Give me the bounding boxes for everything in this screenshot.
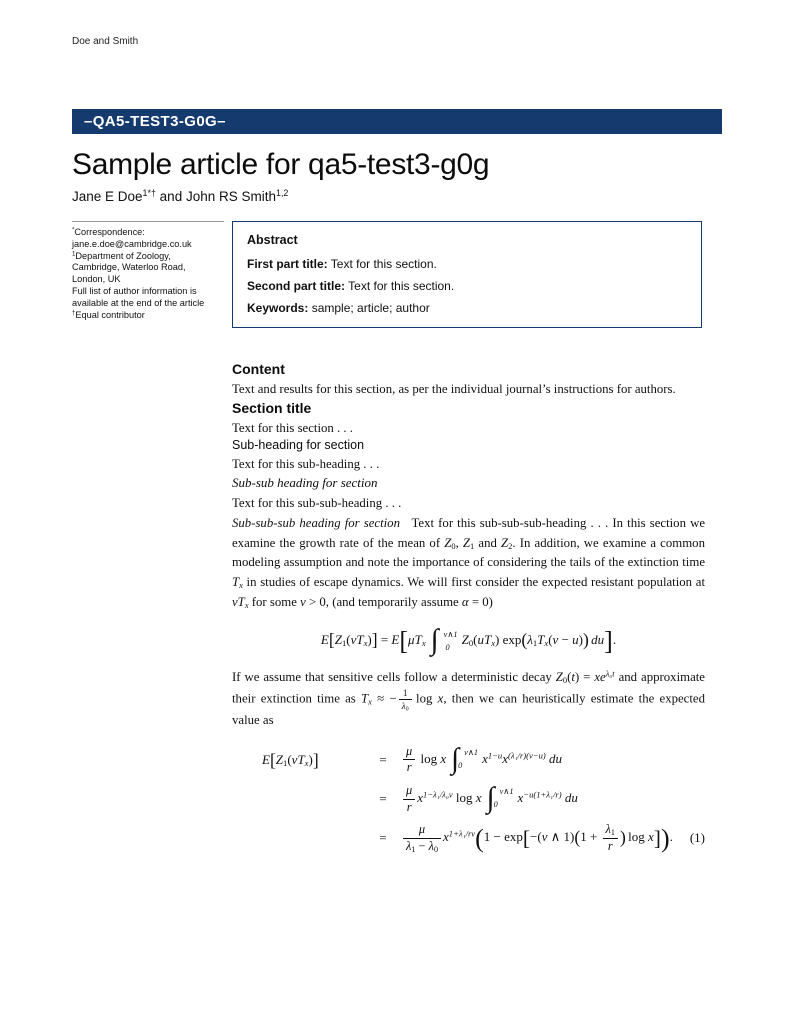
equation-row xyxy=(232,823,705,853)
abstract-row xyxy=(247,279,687,293)
author-info-note: available at the end of the article xyxy=(72,297,205,308)
keywords-row xyxy=(247,301,687,315)
abstract-row-text: Text for this section. xyxy=(348,279,455,293)
content-paragraph: Text and results for this section, as per the individual journal’s instructions for authors. xyxy=(232,382,676,396)
main-column xyxy=(232,361,705,853)
category-banner: –QA5-TEST3-G0G– xyxy=(72,109,722,134)
equation-rhs: $\frac{\mu}{r}$ log x ∫ v∧1 0 $x^{1-u}x^{(\lambda_1/r)(v-u)}$ du xyxy=(401,745,699,775)
equals-sign: = xyxy=(379,830,387,846)
article-title: Sample article for qa5-test3-g0g xyxy=(72,148,490,181)
subsection-text: Text for this sub-heading . . . xyxy=(232,457,380,472)
subsubsection-text: Text for this sub-sub-heading . . . xyxy=(232,496,402,511)
correspondence-email: jane.e.doe@cambridge.co.uk xyxy=(72,238,192,249)
author-info-note: Full list of author information is xyxy=(72,285,197,296)
section-heading: Section title xyxy=(232,399,312,416)
front-matter xyxy=(72,221,722,328)
equation-rhs: $\frac{\mu}{\lambda 1 - \lambda 0}$ $x^{1+\lambda_1/rv}(1 - \exp[-(v$ ∧ 1)(1 + $\frac{\lambda 1}{r}$ ) log x]). xyxy=(401,823,684,853)
abstract-row-label: Second part title: xyxy=(247,279,346,293)
content-heading: Content xyxy=(232,361,285,377)
equal-contributor-note: †Equal contributor xyxy=(72,309,145,320)
author-line: Jane E Doe$^{1*\dagger}$ and John RS Smith$^{1,2}$ xyxy=(72,188,289,204)
correspondence-line: *Correspondence: xyxy=(72,227,145,237)
equals-sign: = xyxy=(379,751,387,767)
affiliation-line: London, UK xyxy=(72,274,121,285)
equation-row xyxy=(232,742,705,775)
abstract-heading: Abstract xyxy=(247,233,298,247)
keywords-label: Keywords: xyxy=(247,301,309,315)
affiliation-line: $^1$Department of Zoology, xyxy=(72,250,171,261)
display-equation: E[Z1(vTx)] = E[μTx ∫ v∧1 0 Z0(uTx) exp(λ1Tx(v − u)) du]. xyxy=(320,624,617,657)
keywords-text: sample; article; author xyxy=(311,301,430,315)
equation-align-block xyxy=(232,742,705,854)
body-paragraph: If we assume that sensitive cells follow a deterministic decay $Z0(t) = xe^{\lambda_0t}$ and approximate their extinction time as Tx ≈ − $\frac{1}{\lambda 0}$ log x, then we can heuristically estimate the expected value as xyxy=(232,668,705,728)
abstract-box xyxy=(232,221,702,328)
section-text: Text for this section . . . xyxy=(232,420,354,435)
body-paragraph: Sub-sub-sub heading for section Text for this sub-sub-sub-heading . . . In this section we examine the growth rate of the mean of Z0, Z1 and Z2. In addition, we examine a common modeling assumption and note the importance of considering the tails of the extinction time Tx in studies of escape dynamics. We will first consider the expected resistant population at vTx for some v > 0, (and temporarily assume α = 0) xyxy=(232,515,706,610)
subsection-heading: Sub-heading for section xyxy=(232,438,365,453)
equation-tag: (1) xyxy=(689,830,705,846)
subsubsection-heading: Sub-sub heading for section xyxy=(232,475,378,491)
running-head: Doe and Smith xyxy=(72,36,139,47)
equals-sign: = xyxy=(379,791,387,807)
correspondence-note xyxy=(72,221,224,328)
abstract-row xyxy=(247,257,687,271)
abstract-row-label: First part title: xyxy=(247,257,328,271)
abstract-row-text: Text for this section. xyxy=(330,257,437,271)
equation-lhs: E[Z1(vTx)] xyxy=(262,749,319,770)
equation-rhs: $\frac{\mu}{r}$ $x^{1-\lambda_1/\lambda_0v}$ log x ∫ v∧1 0 $x^{-u(1+\lambda_1/r)}$ du xyxy=(401,784,699,814)
affiliation-line: Cambridge, Waterloo Road, xyxy=(72,262,186,273)
equation-row xyxy=(232,784,705,814)
